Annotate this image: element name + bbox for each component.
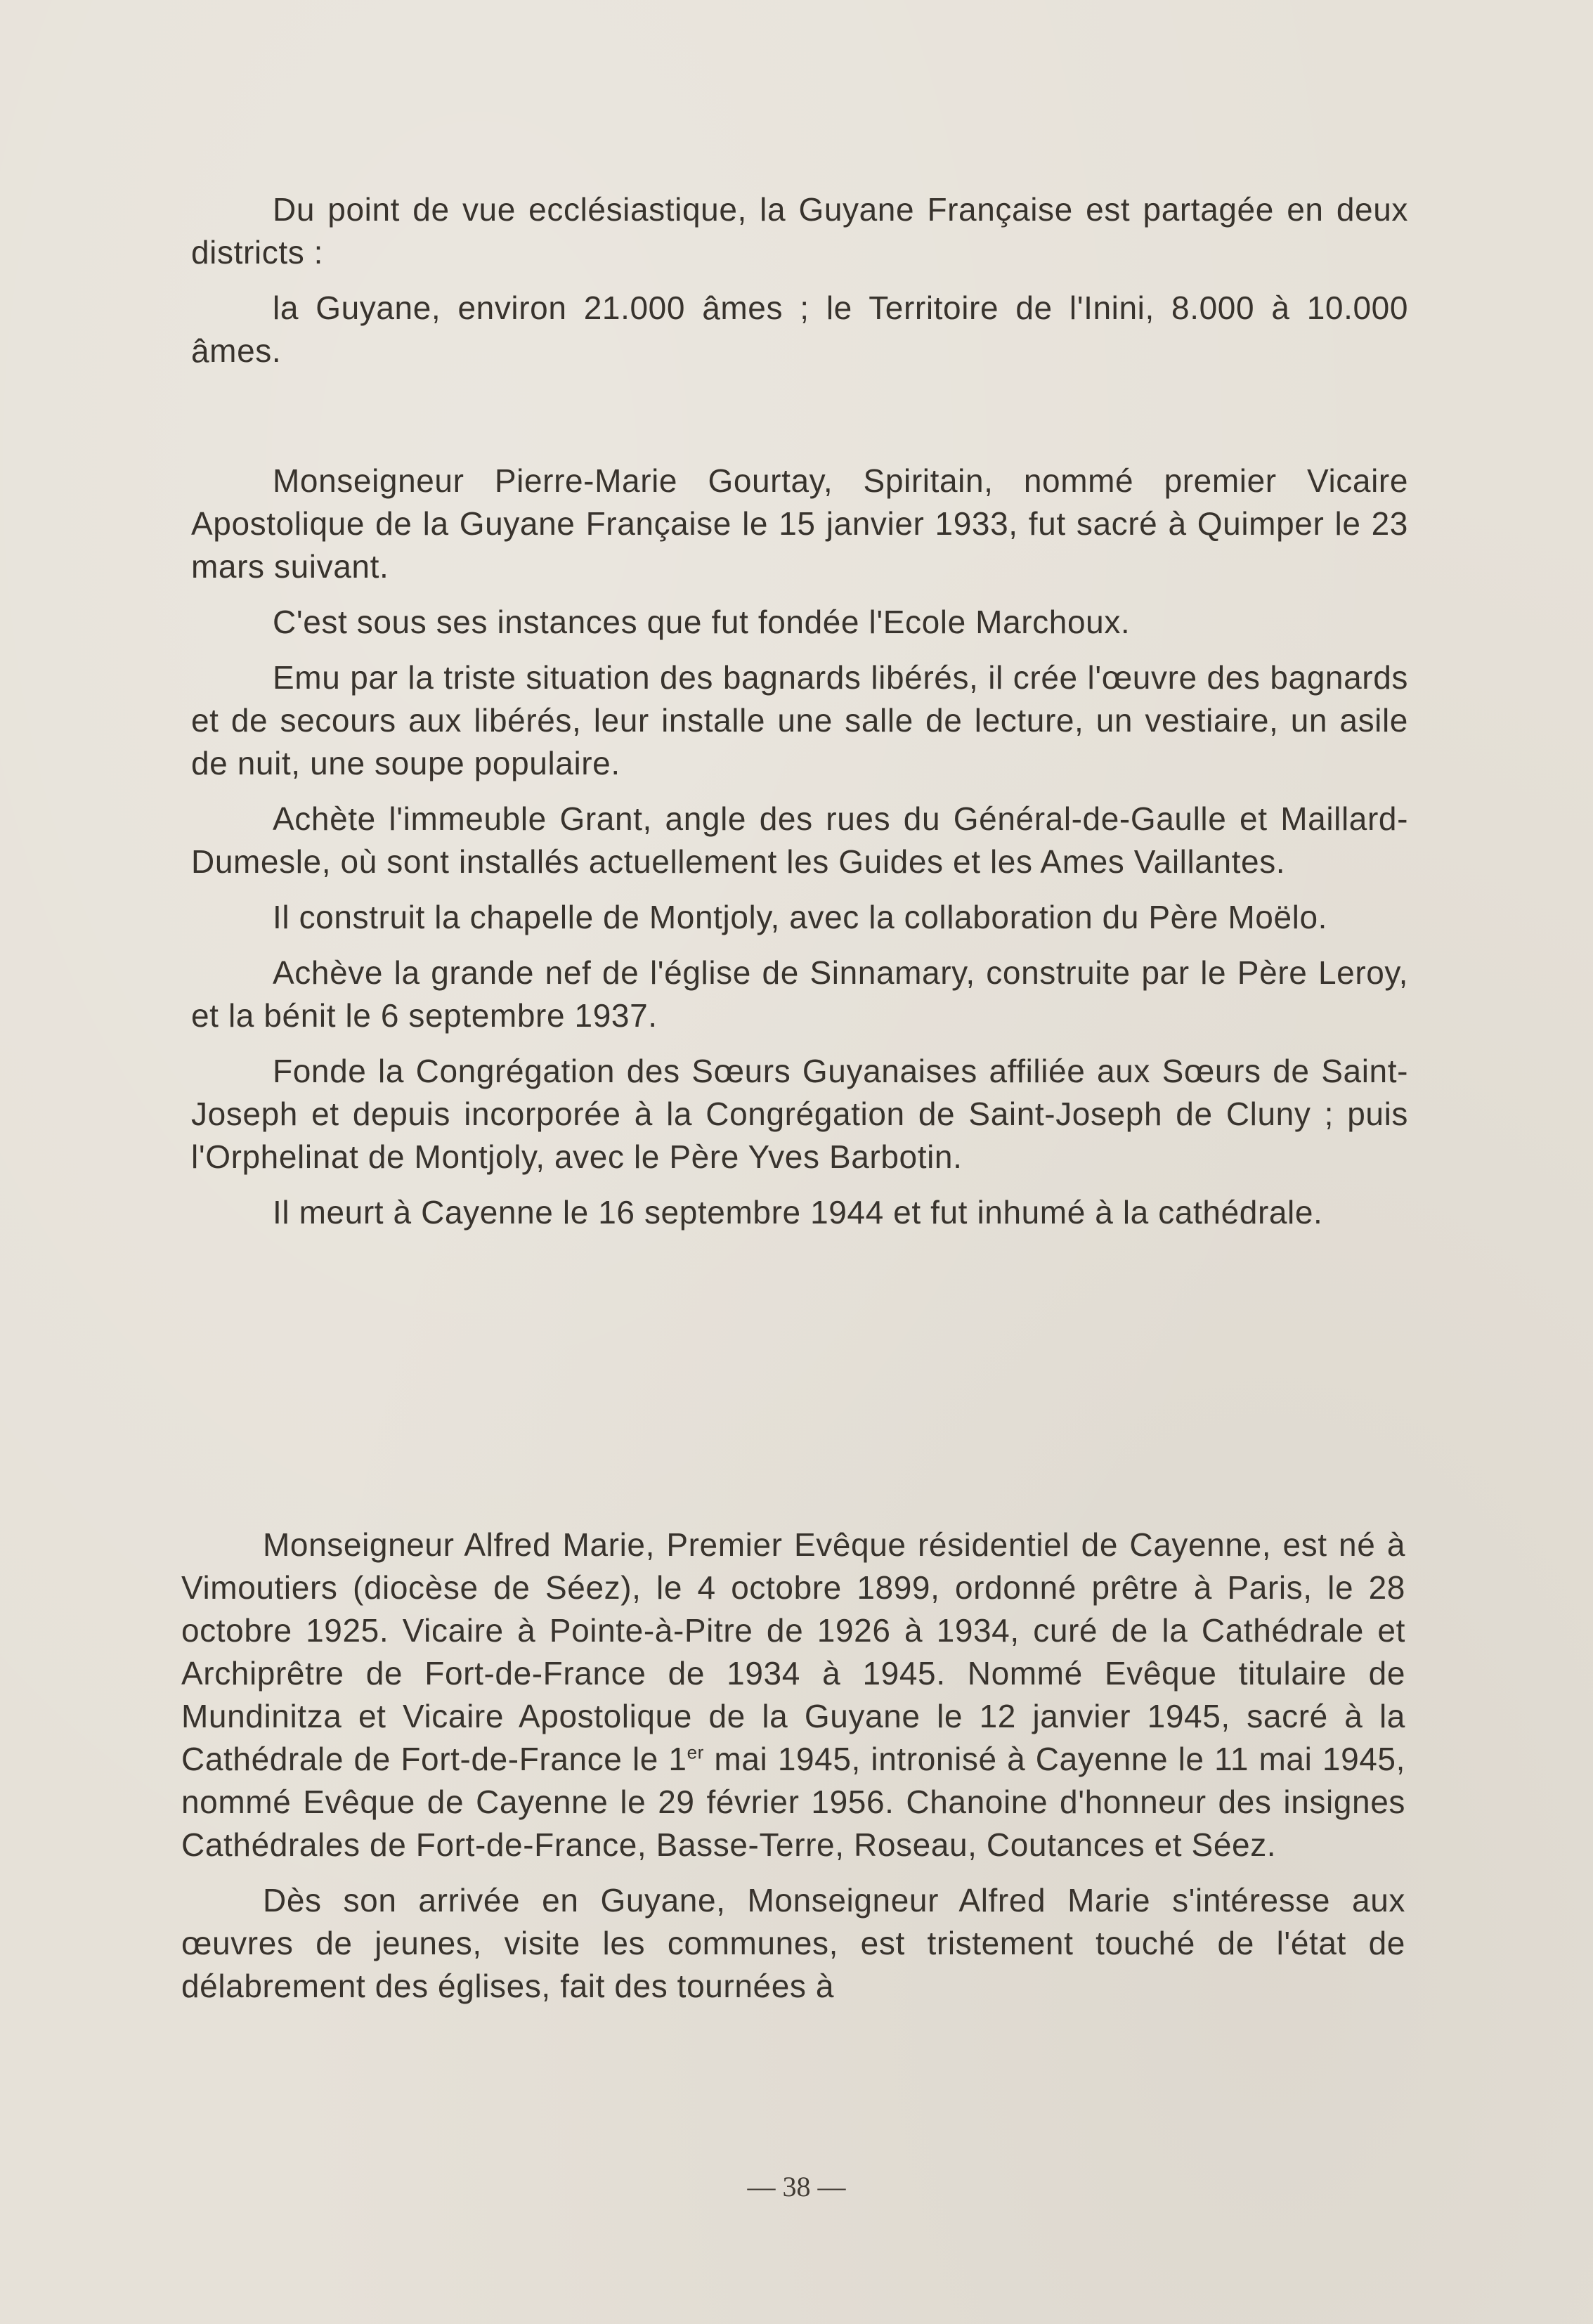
paragraph: Dès son arrivée en Guyane, Monseigneur Alfred Marie s'intéresse aux œuvres de jeunes, visite les communes, est tristement touché de l'état de délabrement des églises, fait des tournées à	[181, 1882, 1405, 2004]
section-districts	[191, 188, 1408, 385]
paragraph: la Guyane, environ 21.000 âmes ; le Territoire de l'Inini, 8.000 à 10.000 âmes.	[191, 290, 1408, 369]
paragraph: Emu par la triste situation des bagnards libérés, il crée l'œuvre des bagnards et de secours aux libérés, leur installe une salle de lecture, un vestiaire, un asile de nuit, une soupe populaire.	[191, 659, 1408, 781]
paragraph: Il meurt à Cayenne le 16 septembre 1944 et fut inhumé à la cathédrale.	[273, 1194, 1323, 1231]
section-gourtay	[191, 460, 1408, 1247]
paragraph: Achève la grande nef de l'église de Sinnamary, construite par le Père Leroy, et la bénit le 6 septembre 1937.	[191, 954, 1408, 1034]
paragraph: Il construit la chapelle de Montjoly, avec la collaboration du Père Moëlo.	[273, 899, 1328, 935]
paragraph	[181, 1524, 1405, 1867]
superscript: er	[687, 1741, 704, 1763]
paragraph: Fonde la Congrégation des Sœurs Guyanaises affiliée aux Sœurs de Saint-Joseph et depuis incorporée à la Congrégation de Saint-Joseph de Cluny ; puis l'Orphelinat de Montjoly, avec le Père Yves Barbotin.	[191, 1053, 1408, 1175]
paragraph: Du point de vue ecclésiastique, la Guyane Française est partagée en deux districts :	[191, 191, 1408, 271]
paragraph: C'est sous ses instances que fut fondée l'Ecole Marchoux.	[273, 604, 1131, 640]
paragraph: Achète l'immeuble Grant, angle des rues du Général-de-Gaulle et Maillard-Dumesle, où sont installés actuellement les Guides et les Ames Vaillantes.	[191, 800, 1408, 880]
section-alfred-marie	[181, 1524, 1405, 2020]
paragraph-text: mai 1945, intronisé à Cayenne le 11 mai 1945, nommé Evêque de Cayenne le 29 février 1956. Chanoine d'honneur des insignes Cathédrales de Fort-de-France, Basse-Terre, Roseau, Coutances et Séez.	[181, 1741, 1405, 1863]
paragraph-text: Monseigneur Alfred Marie, Premier Evêque résidentiel de Cayenne, est né à Vimoutiers (diocèse de Séez), le 4 octobre 1899, ordonné prêtre à Paris, le 28 octobre 1925. Vicaire à Pointe-à-Pitre de 1926 à 1934, curé de la Cathédrale et Archiprêtre de Fort-de-France de 1934 à 1945. Nommé Evêque titulaire de Mundinitza et Vicaire Apostolique de la Guyane le 12 janvier 1945, sacré à la Cathédrale de Fort-de-France le 1	[181, 1526, 1405, 1777]
page-number: — 38 —	[747, 2171, 846, 2202]
paragraph: Monseigneur Pierre-Marie Gourtay, Spiritain, nommé premier Vicaire Apostolique de la Guyane Française le 15 janvier 1933, fut sacré à Quimper le 23 mars suivant.	[191, 462, 1408, 585]
